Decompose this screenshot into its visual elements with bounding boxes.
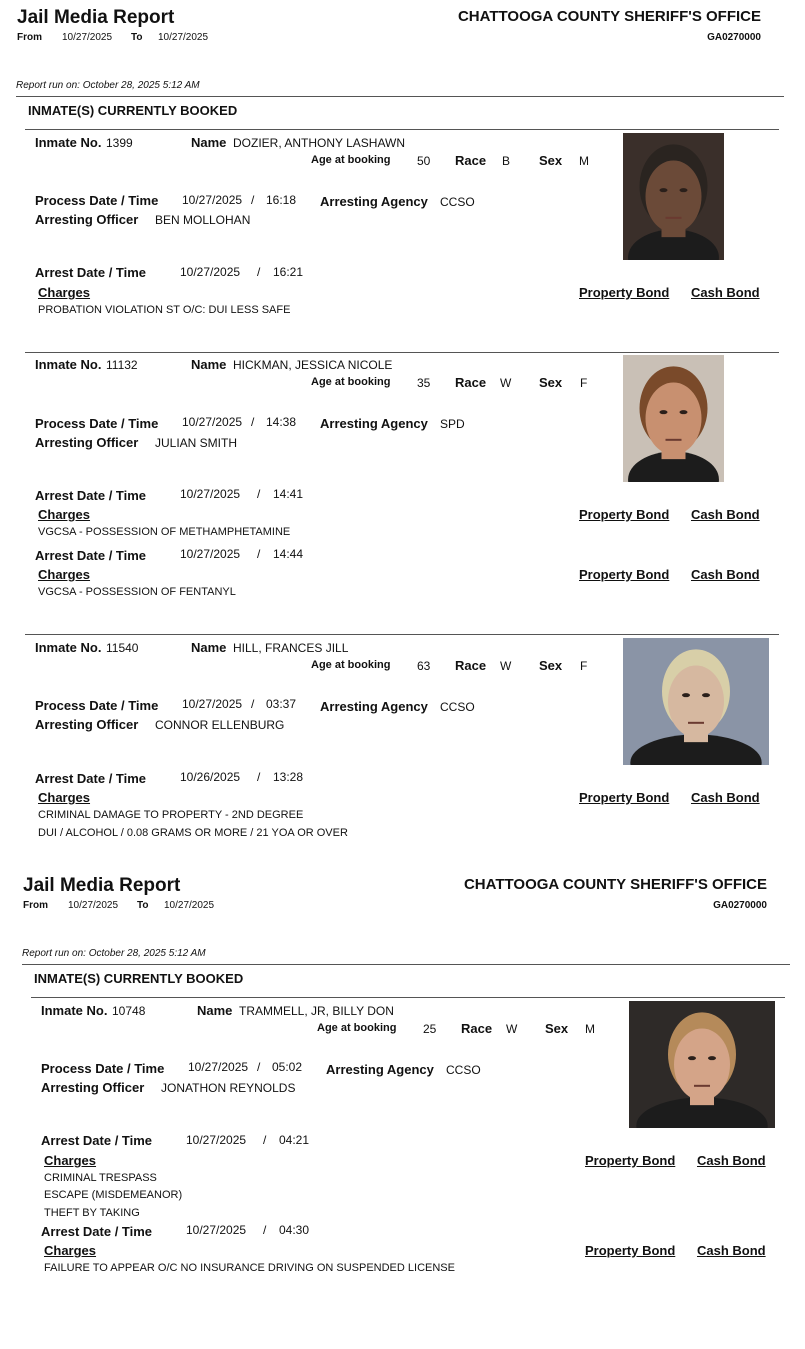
process-time: 16:18: [266, 193, 297, 207]
charge: CRIMINAL TRESPASS: [44, 1172, 157, 1184]
mugshot-photo: [623, 638, 769, 765]
arrest-time: 14:44: [273, 547, 304, 561]
property-bond-label: Property Bond: [585, 1153, 676, 1168]
arrest-label: Arrest Date / Time: [35, 771, 147, 786]
divider: [25, 634, 779, 635]
charges-label: Charges: [38, 567, 91, 582]
name-label: Name: [191, 640, 227, 655]
age: 25: [423, 1022, 437, 1036]
age-label: Age at booking: [311, 659, 391, 671]
arrest-date: 10/27/2025: [180, 547, 241, 561]
process-date: 10/27/2025: [182, 415, 243, 429]
ori-code: GA0270000: [707, 32, 761, 43]
inmate-no: 11540: [106, 641, 139, 655]
office-name: CHATTOOGA COUNTY SHERIFF'S OFFICE: [457, 8, 761, 25]
arrest-date: 10/26/2025: [180, 770, 241, 784]
arrest-date: 10/27/2025: [186, 1223, 247, 1237]
section-heading: INMATE(S) CURRENTLY BOOKED: [28, 103, 238, 118]
mugshot-photo: [623, 638, 769, 765]
inmate-no: 1399: [106, 136, 133, 150]
charges-label: Charges: [44, 1243, 97, 1258]
divider: [16, 96, 784, 97]
process-label: Process Date / Time: [35, 416, 159, 431]
arrest-label: Arrest Date / Time: [41, 1224, 153, 1239]
name-label: Name: [191, 357, 227, 372]
cash-bond-label: Cash Bond: [691, 790, 760, 805]
property-bond-label: Property Bond: [579, 790, 670, 805]
slash: /: [257, 1060, 261, 1074]
inmate-name: DOZIER, ANTHONY LASHAWN: [233, 136, 406, 150]
race: W: [506, 1022, 518, 1036]
section-heading: INMATE(S) CURRENTLY BOOKED: [34, 971, 244, 986]
officer: CONNOR ELLENBURG: [155, 718, 285, 732]
process-date: 10/27/2025: [182, 697, 243, 711]
mugshot-photo: [623, 133, 724, 260]
to-label: To: [137, 900, 149, 911]
arrest-date: 10/27/2025: [180, 487, 241, 501]
cash-bond-label: Cash Bond: [691, 507, 760, 522]
agency-label: Arresting Agency: [320, 416, 428, 431]
age-label: Age at booking: [317, 1022, 397, 1034]
divider: [25, 129, 779, 130]
sex-label: Sex: [539, 658, 563, 673]
arrest-time: 04:21: [279, 1133, 310, 1147]
arrest-time: 13:28: [273, 770, 304, 784]
charges-label: Charges: [38, 790, 91, 805]
process-time: 14:38: [266, 415, 297, 429]
officer-label: Arresting Officer: [35, 435, 139, 450]
race-label: Race: [461, 1021, 493, 1036]
name-label: Name: [191, 135, 227, 150]
arrest-time: 14:41: [273, 487, 304, 501]
to-date: 10/27/2025: [164, 900, 215, 911]
mugshot-photo: [629, 1001, 775, 1128]
age: 50: [417, 154, 431, 168]
slash: /: [263, 1133, 267, 1147]
inmate-no: 10748: [112, 1004, 146, 1018]
sex-label: Sex: [545, 1021, 569, 1036]
mugshot-photo: [629, 1001, 775, 1128]
arrest-time: 16:21: [273, 265, 304, 279]
inmate-name: HICKMAN, JESSICA NICOLE: [233, 358, 393, 372]
officer: JONATHON REYNOLDS: [161, 1081, 296, 1095]
property-bond-label: Property Bond: [585, 1243, 676, 1258]
age-label: Age at booking: [311, 376, 391, 388]
to-date: 10/27/2025: [158, 32, 209, 43]
name-label: Name: [197, 1003, 233, 1018]
officer-label: Arresting Officer: [35, 717, 139, 732]
process-label: Process Date / Time: [41, 1061, 165, 1076]
sex: M: [585, 1022, 595, 1036]
divider: [31, 997, 785, 998]
arrest-label: Arrest Date / Time: [41, 1133, 153, 1148]
inmate-no-label: Inmate No.: [35, 357, 102, 372]
sex: F: [580, 659, 588, 673]
race: W: [500, 659, 512, 673]
charges-label: Charges: [38, 285, 91, 300]
mugshot-photo: [623, 355, 724, 482]
mugshot-photo: [623, 355, 724, 482]
slash: /: [251, 415, 255, 429]
inmate-no-label: Inmate No.: [35, 135, 102, 150]
cash-bond-label: Cash Bond: [691, 285, 760, 300]
to-label: To: [131, 32, 143, 43]
office-name: CHATTOOGA COUNTY SHERIFF'S OFFICE: [463, 876, 767, 893]
slash: /: [257, 547, 261, 561]
slash: /: [251, 697, 255, 711]
sex: F: [580, 376, 588, 390]
sex: M: [579, 154, 589, 168]
arrest-date: 10/27/2025: [186, 1133, 247, 1147]
report-title: Jail Media Report: [23, 875, 181, 896]
divider: [22, 964, 790, 965]
officer: JULIAN SMITH: [155, 436, 238, 450]
slash: /: [263, 1223, 267, 1237]
arrest-label: Arrest Date / Time: [35, 488, 147, 503]
process-time: 03:37: [266, 697, 297, 711]
inmate-name: HILL, FRANCES JILL: [233, 641, 349, 655]
charge: DUI / ALCOHOL / 0.08 GRAMS OR MORE / 21 YOA OR OVER: [38, 827, 348, 839]
inmate-no-label: Inmate No.: [41, 1003, 108, 1018]
sex-label: Sex: [539, 375, 563, 390]
property-bond-label: Property Bond: [579, 507, 670, 522]
mugshot-photo: [623, 133, 724, 260]
charges-label: Charges: [38, 507, 91, 522]
arrest-label: Arrest Date / Time: [35, 548, 147, 563]
inmate-name: TRAMMELL, JR, BILLY DON: [239, 1004, 394, 1018]
age-label: Age at booking: [311, 154, 391, 166]
arrest-date: 10/27/2025: [180, 265, 241, 279]
age: 63: [417, 659, 431, 673]
slash: /: [257, 265, 261, 279]
charge: CRIMINAL DAMAGE TO PROPERTY - 2ND DEGREE: [38, 809, 304, 821]
sex-label: Sex: [539, 153, 563, 168]
cash-bond-label: Cash Bond: [691, 567, 760, 582]
divider: [25, 352, 779, 353]
arrest-time: 04:30: [279, 1223, 310, 1237]
report-title: Jail Media Report: [17, 7, 175, 28]
process-time: 05:02: [272, 1060, 303, 1074]
report-run-on: Report run on: October 28, 2025 5:12 AM: [16, 80, 200, 91]
officer-label: Arresting Officer: [35, 212, 139, 227]
property-bond-label: Property Bond: [579, 285, 670, 300]
agency: CCSO: [440, 700, 475, 714]
race-label: Race: [455, 658, 487, 673]
ori-code: GA0270000: [713, 900, 767, 911]
race: W: [500, 376, 512, 390]
process-date: 10/27/2025: [182, 193, 243, 207]
inmate-no: 11132: [106, 358, 138, 372]
agency-label: Arresting Agency: [320, 194, 428, 209]
process-label: Process Date / Time: [35, 193, 159, 208]
from-date: 10/27/2025: [62, 32, 113, 43]
arrest-label: Arrest Date / Time: [35, 265, 147, 280]
from-date: 10/27/2025: [68, 900, 119, 911]
race-label: Race: [455, 153, 487, 168]
report-run-on: Report run on: October 28, 2025 5:12 AM: [22, 948, 206, 959]
charge: VGCSA - POSSESSION OF METHAMPHETAMINE: [38, 526, 291, 538]
agency-label: Arresting Agency: [326, 1062, 434, 1077]
agency: CCSO: [446, 1063, 481, 1077]
age: 35: [417, 376, 431, 390]
agency: SPD: [440, 417, 465, 431]
officer: BEN MOLLOHAN: [155, 213, 251, 227]
cash-bond-label: Cash Bond: [697, 1243, 766, 1258]
charge: VGCSA - POSSESSION OF FENTANYL: [38, 586, 236, 598]
slash: /: [257, 487, 261, 501]
process-label: Process Date / Time: [35, 698, 159, 713]
race: B: [502, 154, 511, 168]
agency-label: Arresting Agency: [320, 699, 428, 714]
race-label: Race: [455, 375, 487, 390]
process-date: 10/27/2025: [188, 1060, 249, 1074]
charges-label: Charges: [44, 1153, 97, 1168]
slash: /: [257, 770, 261, 784]
officer-label: Arresting Officer: [41, 1080, 145, 1095]
from-label: From: [17, 32, 42, 43]
slash: /: [251, 193, 255, 207]
agency: CCSO: [440, 195, 475, 209]
cash-bond-label: Cash Bond: [697, 1153, 766, 1168]
charge: PROBATION VIOLATION ST O/C: DUI LESS SAFE: [38, 304, 291, 316]
property-bond-label: Property Bond: [579, 567, 670, 582]
charge: THEFT BY TAKING: [44, 1207, 140, 1219]
charge: ESCAPE (MISDEMEANOR): [44, 1189, 183, 1201]
charge: FAILURE TO APPEAR O/C NO INSURANCE DRIVING ON SUSPENDED LICENSE: [44, 1262, 455, 1274]
from-label: From: [23, 900, 48, 911]
inmate-no-label: Inmate No.: [35, 640, 102, 655]
